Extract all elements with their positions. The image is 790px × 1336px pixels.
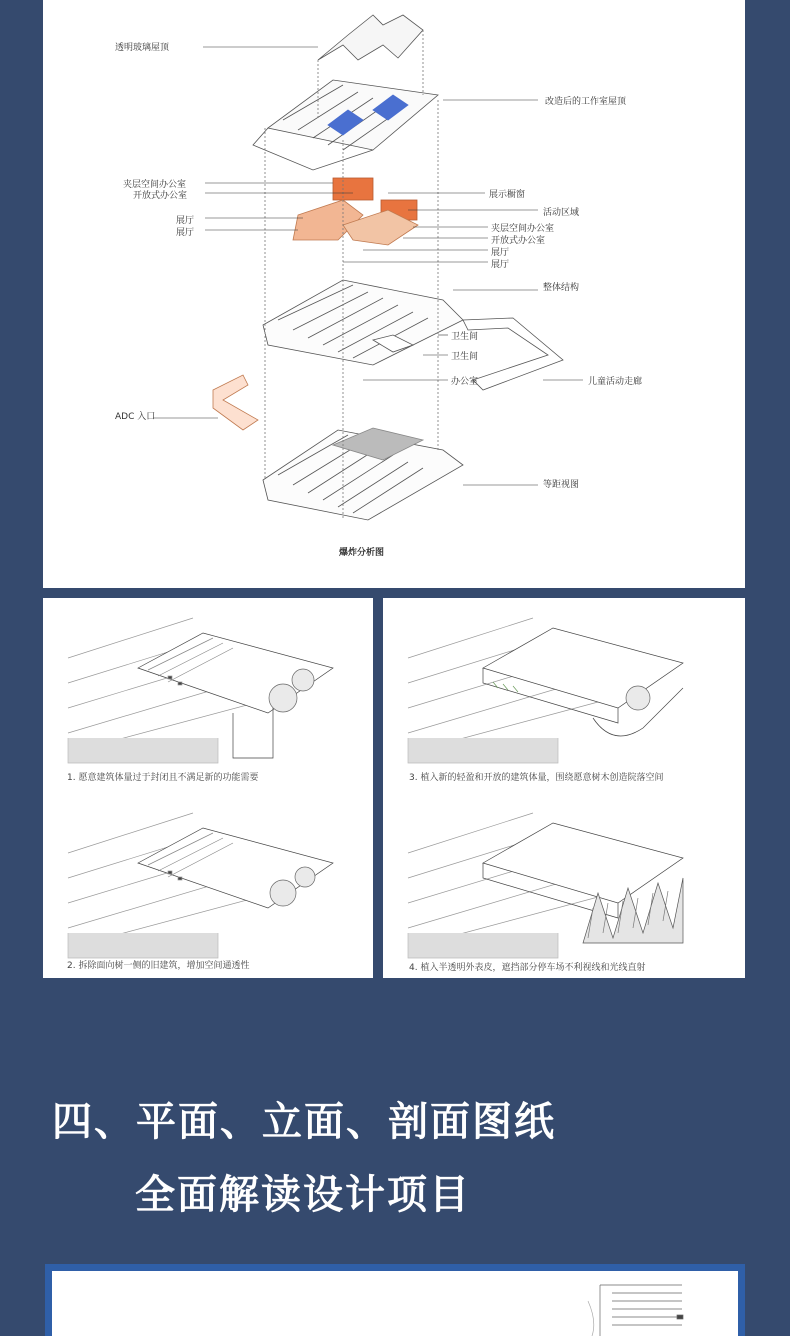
label-wc-1: 卫生间 <box>451 332 479 342</box>
label-activity-area: 活动区域 <box>543 208 580 218</box>
label-structure: 整体结构 <box>543 283 580 293</box>
label-hall-left-2: 展厅 <box>176 228 195 238</box>
exploded-axonometric-drawing <box>43 0 745 588</box>
plan-drawing <box>52 1271 738 1336</box>
section-title-line2: 全面解读设计项目 <box>135 1172 471 1218</box>
label-kids-corridor: 儿童活动走廊 <box>588 377 643 387</box>
label-display-window: 展示橱窗 <box>489 190 526 200</box>
label-hall-left-1: 展厅 <box>176 216 195 226</box>
label-adc-entrance: ADC 入口 <box>115 412 156 422</box>
drawing-frame <box>45 1264 745 1336</box>
label-studio-roof: 改造后的工作室屋顶 <box>545 97 627 107</box>
step-2-caption: 2. 拆除面向树一侧的旧建筑，增加空间通透性 <box>67 961 250 971</box>
label-hall-right-1: 展厅 <box>491 248 510 258</box>
label-mezz-office-right: 夹层空间办公室 <box>491 224 555 234</box>
step-panel-right <box>383 598 745 978</box>
step-2-drawing <box>43 793 373 978</box>
label-glass-roof: 透明玻璃屋顶 <box>115 43 170 53</box>
label-office: 办公室 <box>451 377 479 387</box>
plan-drawing-panel <box>52 1271 738 1336</box>
label-isometric: 等距视图 <box>543 480 580 490</box>
step-4-drawing <box>383 793 745 978</box>
label-open-office-right: 开放式办公室 <box>491 236 546 246</box>
section-title-line1: 四、平面、立面、剖面图纸 <box>52 1099 556 1145</box>
step-3-drawing <box>383 598 745 788</box>
exploded-caption: 爆炸分析图 <box>339 548 385 558</box>
step-panel-left <box>43 598 373 978</box>
step-1-drawing <box>43 598 373 788</box>
exploded-diagram-panel <box>43 0 745 588</box>
label-mezz-office-left: 夹层空间办公室 <box>123 180 187 190</box>
label-hall-right-2: 展厅 <box>491 260 510 270</box>
label-open-office-left: 开放式办公室 <box>133 191 188 201</box>
step-3-caption: 3. 植入新的轻盈和开放的建筑体量，围绕愿意树木创造院落空间 <box>409 773 664 783</box>
label-wc-2: 卫生间 <box>451 352 479 362</box>
step-1-caption: 1. 愿意建筑体量过于封闭且不满足新的功能需要 <box>67 773 259 783</box>
step-4-caption: 4. 植入半透明外表皮，遮挡部分停车场不利视线和光线直射 <box>409 963 646 973</box>
